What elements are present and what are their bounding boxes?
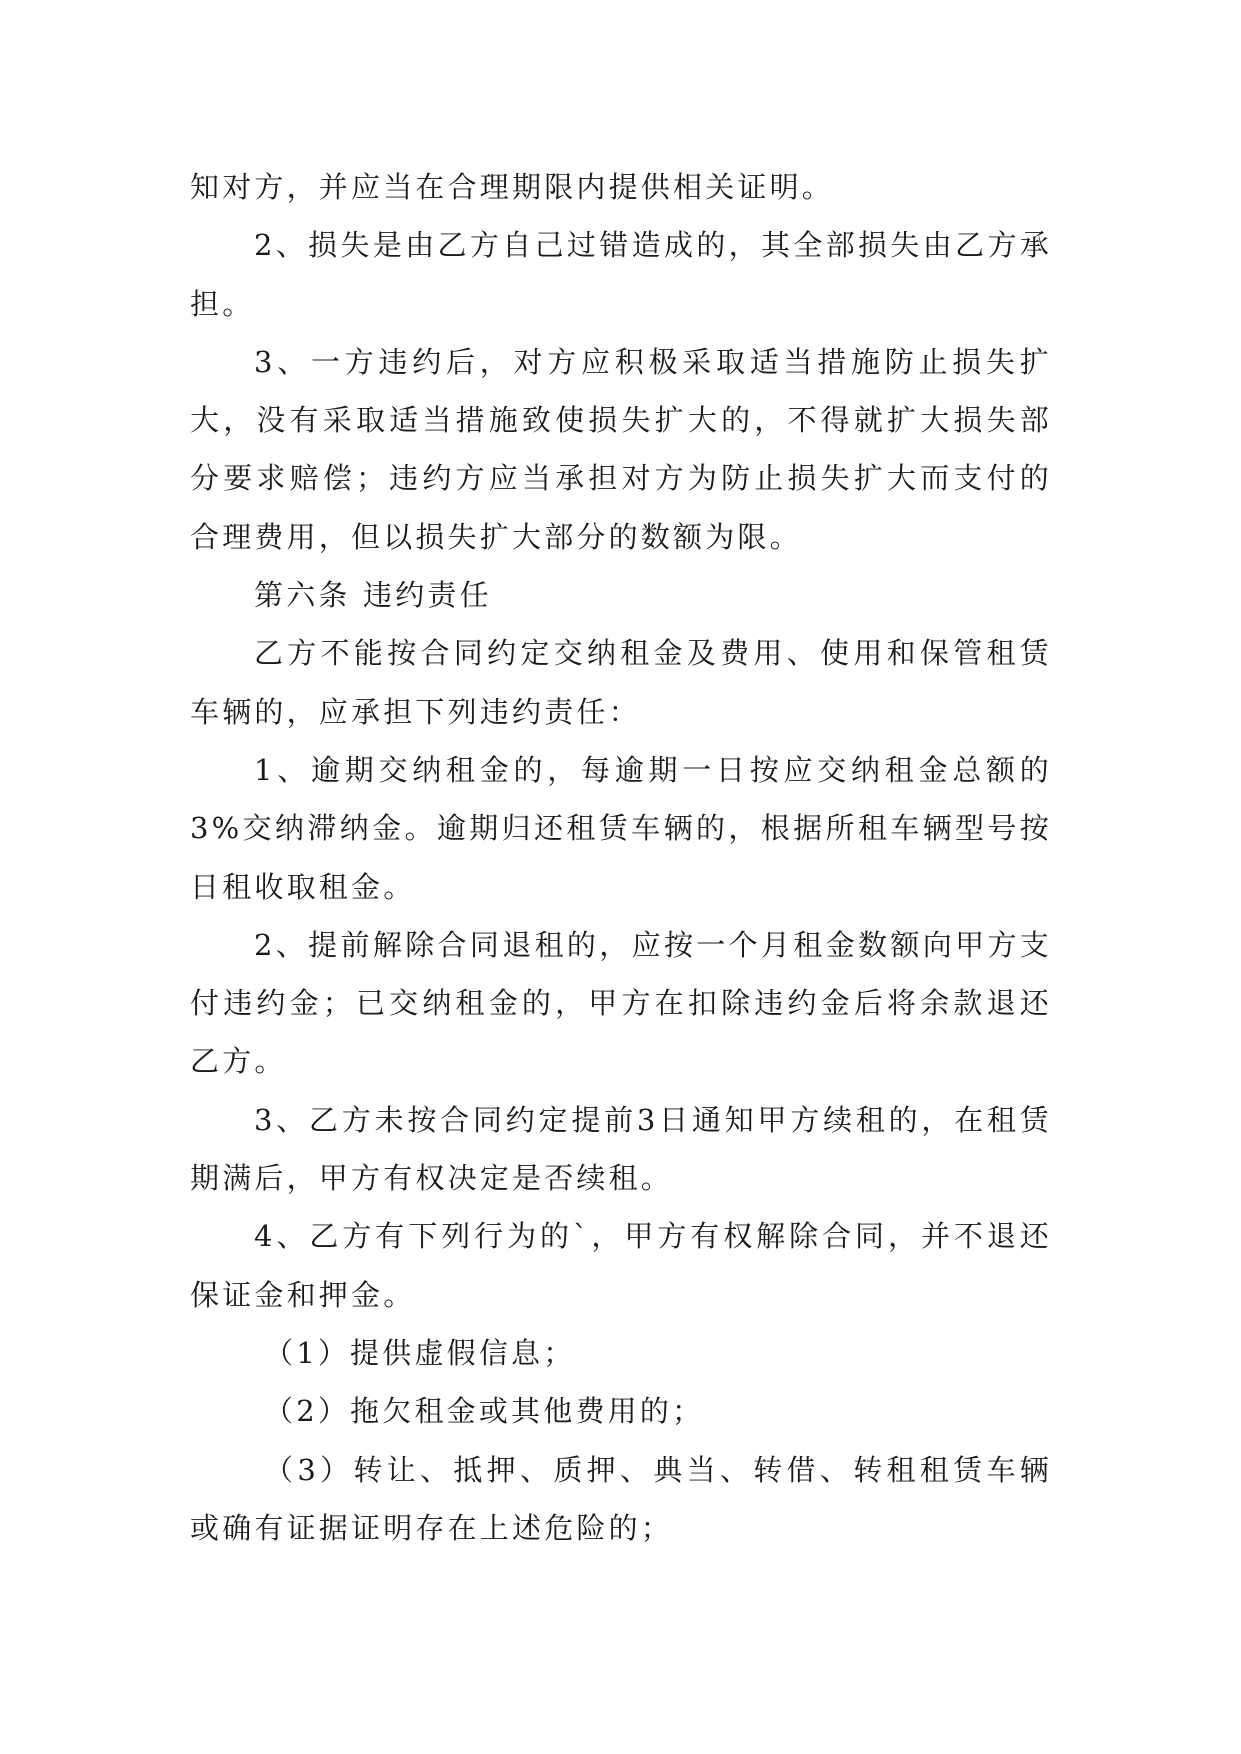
section-heading-article-6: 第六条 违约责任 [254,578,492,613]
list-item-arrears: （2）拖欠租金或其他费用的； [264,1394,705,1429]
paragraph-liability-intro: 乙方不能按合同约定交纳租金及费用、使用和保管租赁车辆的，应承担下列违约责任： [190,636,1052,729]
paragraph-clause-2: 2、损失是由乙方自己过错造成的，其全部损失由乙方承担。 [190,228,1052,321]
paragraph-continuation: 知对方，并应当在合理期限内提供相关证明。 [190,170,835,204]
paragraph-liability-3: 3、乙方未按合同约定提前3日通知甲方续租的，在租赁期满后，甲方有权决定是否续租。 [190,1102,1052,1196]
list-item-false-info: （1）提供虚假信息； [264,1335,576,1370]
paragraph-liability-2: 2、提前解除合同退租的，应按一个月租金数额向甲方支付违约金；已交纳租金的，甲方在扣除违约金后将余款退还乙方。 [190,927,1052,1079]
list-item-transfer-risk: （3）转让、抵押、质押、典当、转借、转租租赁车辆或确有证据证明存在上述危险的； [190,1452,1052,1545]
paragraph-liability-4: 4、乙方有下列行为的`，甲方有权解除合同，并不退还保证金和押金。 [190,1219,1052,1312]
document-body [190,158,1052,1557]
paragraph-liability-1: 1、逾期交纳租金的，每逾期一日按应交纳租金总额的3%交纳滞纳金。逾期归还租赁车辆的，根据所租车辆型号按日租收取租金。 [190,752,1052,904]
paragraph-clause-3: 3、一方违约后，对方应积极采取适当措施防止损失扩大，没有采取适当措施致使损失扩大的，不得就扩大损失部分要求赔偿；违约方应当承担对方为防止损失扩大而支付的合理费用，但以损失扩大部分的数额为限。 [190,344,1052,554]
